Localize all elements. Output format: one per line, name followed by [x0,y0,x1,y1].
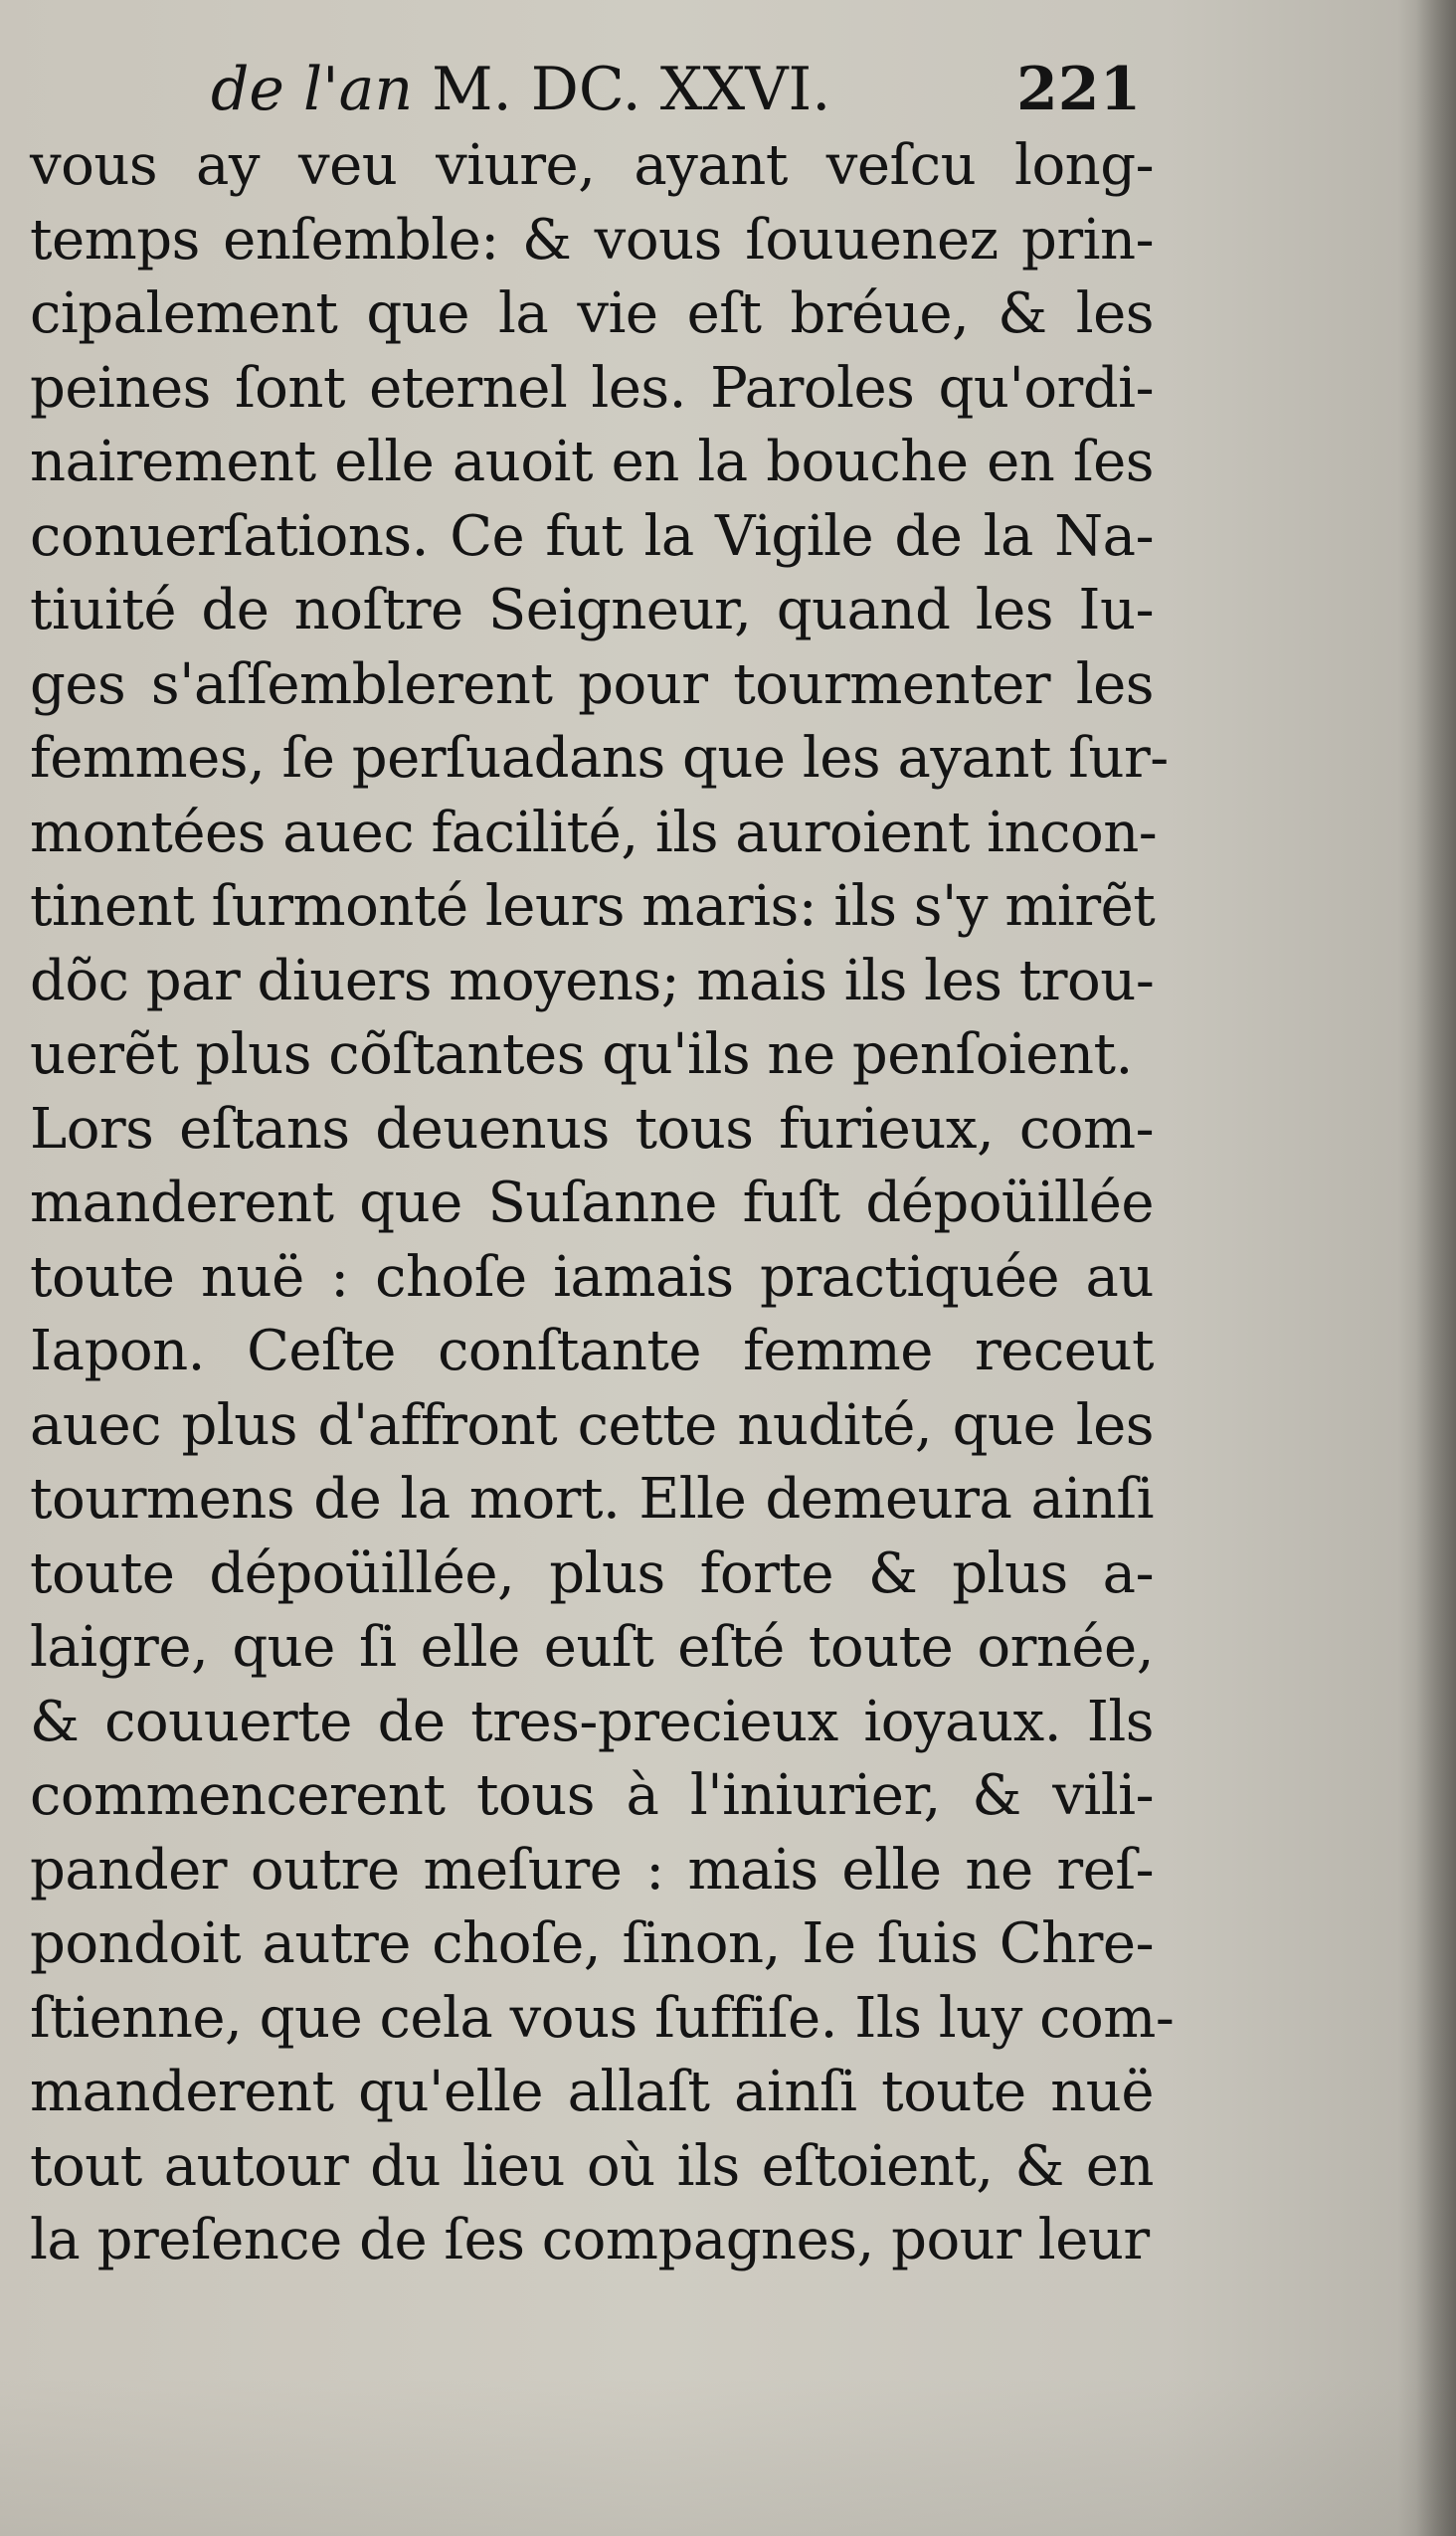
text-line: toute dépoüillée, plus forte & plus a- [30,1540,1154,1606]
body-text [30,129,1175,2278]
text-line: pondoit autre choſe, ſinon, Ie ſuis Chre- [30,1911,1154,1976]
text-line: vous ay veu viure, ayant veſcu long- [30,133,1154,198]
text-line: peines ſont eternel les. Paroles qu'ordi- [30,355,1154,421]
text-line: auec plus d'affront cette nudité, que les [30,1392,1154,1458]
text-line: temps enſemble: & vous ſouuenez prin- [30,207,1154,272]
text-line: tourmens de la mort. Elle demeura ainſi [30,1467,1154,1532]
text-line: manderent qu'elle allaſt ainſi toute nuë [30,2060,1154,2124]
text-line: montées auec facilité, ils auroient incon- [30,800,1158,865]
text-line: pander outre meſure : mais elle ne reſ- [30,1837,1154,1902]
text-line: commencerent tous à l'iniurier, & vili- [30,1763,1154,1828]
text-line: ges s'aſſemblerent pour tourmenter les [30,651,1154,717]
page-bottom-shade [0,2377,1456,2536]
page-edge-shadow [1416,0,1456,2536]
text-line: & couuerte de tres-precieux ioyaux. Ils [30,1689,1154,1754]
text-line: Iapon. Ceſte conſtante femme receut [30,1319,1154,1383]
text-line: femmes, ſe perſuadans que les ayant ſur- [30,726,1169,791]
text-line: dõc par diuers moyens; mais ils les trou- [30,948,1155,1013]
text-line: nairement elle auoit en la bouche en ſes [30,430,1154,494]
text-line: tout autour du lieu où ils eſtoient, & en [30,2133,1154,2199]
text-line: tinent ſurmonté leurs maris: ils s'y mirẽt [30,874,1156,939]
text-line: conuerſations. Ce fut la Vigile de la Na- [30,503,1154,569]
text-line: la preſence de ſes compagnes, pour leur [30,2208,1150,2272]
text-line: uerẽt plus cõſtantes qu'ils ne penſoient. [30,1022,1133,1087]
running-head-year: M. DC. XXVI. [432,55,831,124]
page-number: 221 [1016,55,1142,124]
text-line: cipalement que la vie eſt bréue, & les [30,281,1154,346]
running-head-title [211,50,830,129]
text-line: Lors eſtans deuenus tous furieux, com- [30,1096,1154,1162]
text-line: tiuité de noſtre Seigneur, quand les Iu- [30,578,1154,642]
running-head-prefix: de l'an [211,55,414,124]
text-line: toute nuë : choſe iamais practiquée au [30,1244,1154,1310]
text-line: ſtienne, que cela vous ſuffiſe. Ils luy com- [30,1985,1175,2051]
text-line: laigre, que ſi elle euſt eſté toute ornée, [30,1615,1154,1680]
running-head [0,50,1456,129]
text-line: manderent que Suſanne fuſt dépoüillée [30,1171,1154,1235]
